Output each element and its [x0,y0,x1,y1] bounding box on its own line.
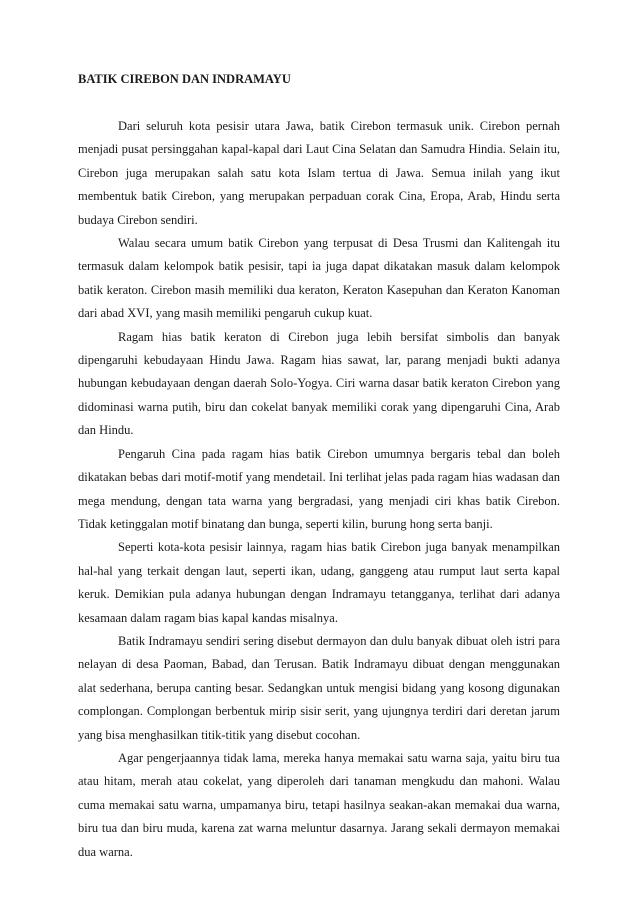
paragraph: Walau secara umum batik Cirebon yang terpusat di Desa Trusmi dan Kalitengah itu termasuk dalam kelompok batik pesisir, tapi ia juga dapat dikatakan masuk dalam kelompok batik keraton. Cirebon masih memiliki dua keraton, Keraton Kasepuhan dan Keraton Kanoman dari abad XVI, yang masih memiliki pengaruh cukup kuat. [78,236,560,321]
paragraph: Pengaruh Cina pada ragam hias batik Cirebon umumnya bergaris tebal dan boleh dikatakan bebas dari motif-motif yang mendetail. Ini terlihat jelas pada ragam hias wadasan dan mega mendung, dengan tata warna yang bergradasi, yang menjadi ciri khas batik Cirebon. Tidak ketinggalan motif binatang dan bunga, seperti kilin, burung hong serta banji. [78,446,560,531]
paragraph: Batik Indramayu sendiri sering disebut dermayon dan dulu banyak dibuat oleh istri para nelayan di desa Paoman, Babad, dan Terusan. Batik Indramayu dibuat dengan menggunakan alat sederhana, berupa canting besar. Sedangkan untuk mengisi bidang yang kosong digunakan complongan. Complongan berbentuk mirip sisir serit, yang ujungnya terdiri dari deretan jarum yang bisa menghasilkan titik-titik yang disebut cocohan. [78,633,560,742]
paragraph: Ragam hias batik keraton di Cirebon juga lebih bersifat simbolis dan banyak dipengaruhi kebudayaan Hindu Jawa. Ragam hias sawat, lar, parang menjadi bukti adanya hubungan kebudayaan dengan daerah Solo-Yogya. Ciri warna dasar batik keraton Cirebon yang didominasi warna putih, biru dan cokelat banyak memiliki corak yang dipengaruhi Cina, Arab dan Hindu. [78,329,560,438]
paragraph: Agar pengerjaannya tidak lama, mereka hanya memakai satu warna saja, yaitu biru tua atau hitam, merah atau cokelat, yang diperoleh dari tanaman mengkudu dan mahoni. Walau cuma memakai satu warna, umpamanya biru, tetapi hasilnya seakan-akan memakai dua warna, biru tua dan biru muda, karena zat warna meluntur dasarnya. Jarang sekali dermayon memakai dua warna. [78,750,560,859]
paragraph: Seperti kota-kota pesisir lainnya, ragam hias batik Cirebon juga banyak menampilkan hal-hal yang terkait dengan laut, seperti ikan, udang, ganggeng atau rumput laut serta kapal keruk. Demikian pula adanya hubungan dengan Indramayu tetangganya, terlihat dari adanya kesamaan dalam ragam bias kapal kandas misalnya. [78,540,560,625]
document-page [78,72,560,864]
paragraph: Dari seluruh kota pesisir utara Jawa, batik Cirebon termasuk unik. Cirebon pernah menjadi pusat persinggahan kapal-kapal dari Laut Cina Selatan dan Samudra Hindia. Selain itu, Cirebon juga merupakan salah satu kota Islam tertua di Jawa. Semua inilah yang ikut membentuk batik Cirebon, yang merupakan perpaduan corak Cina, Eropa, Arab, Hindu serta budaya Cirebon sendiri. [78,119,560,227]
document-title: BATIK CIREBON DAN INDRAMAYU [78,72,291,86]
